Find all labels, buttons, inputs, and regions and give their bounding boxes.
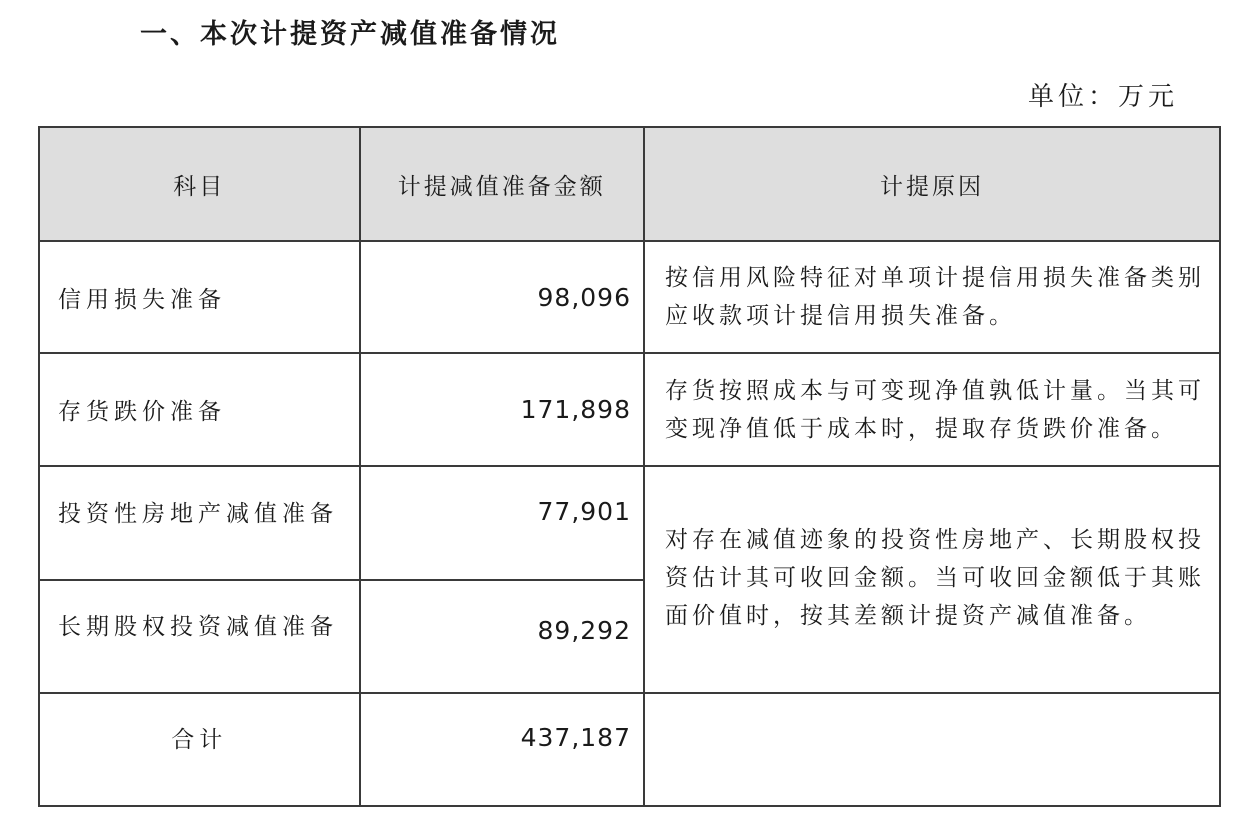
row-reason-text: 按信用风险特征对单项计提信用损失准备类别应收款项计提信用损失准备。 <box>665 265 1205 329</box>
total-row <box>39 693 1220 806</box>
total-amount <box>360 693 644 806</box>
table-row <box>39 353 1220 466</box>
section-heading: 一、本次计提资产减值准备情况 <box>140 19 560 50</box>
row-amount-text: 77,901 <box>537 496 631 526</box>
row-reason-text: 存货按照成本与可变现净值孰低计量。当其可变现净值低于成本时，提取存货跌价准备。 <box>665 377 1205 442</box>
row-amount <box>360 466 644 580</box>
header-item: 科目 <box>39 127 360 241</box>
row-amount-text: 89,292 <box>537 616 631 645</box>
row-item <box>39 353 360 466</box>
total-label-text: 合计 <box>171 727 228 753</box>
header-amount: 计提减值准备金额 <box>360 127 644 241</box>
row-item-text: 投资性房地产减值准备 <box>58 500 338 527</box>
table-header-row <box>39 127 1220 241</box>
merged-reason-text: 对存在减值迹象的投资性房地产、长期股权投资估计其可收回金额。当可收回金额低于其账面价值时，按其差额计提资产减值准备。 <box>665 526 1205 629</box>
row-item <box>39 241 360 353</box>
row-item <box>39 466 360 580</box>
row-item-text: 长期股权投资减值准备 <box>58 614 338 640</box>
total-reason <box>644 693 1220 806</box>
row-amount <box>360 353 644 466</box>
row-amount-text: 171,898 <box>520 395 631 424</box>
header-reason: 计提原因 <box>644 127 1220 241</box>
row-reason <box>644 353 1220 466</box>
total-amount-text: 437,187 <box>520 723 631 752</box>
row-item <box>39 580 360 693</box>
row-item-text: 存货跌价准备 <box>58 399 226 425</box>
row-amount <box>360 241 644 353</box>
row-reason <box>644 241 1220 353</box>
table-row <box>39 466 1220 580</box>
total-label <box>39 693 360 806</box>
unit-label: 单位：万元 <box>1027 82 1178 112</box>
row-amount-text: 98,096 <box>537 282 631 312</box>
row-item-text: 信用损失准备 <box>58 286 226 313</box>
merged-reason <box>644 466 1220 693</box>
row-amount <box>360 580 644 693</box>
impairment-table <box>38 126 1221 807</box>
table-row <box>39 241 1220 353</box>
